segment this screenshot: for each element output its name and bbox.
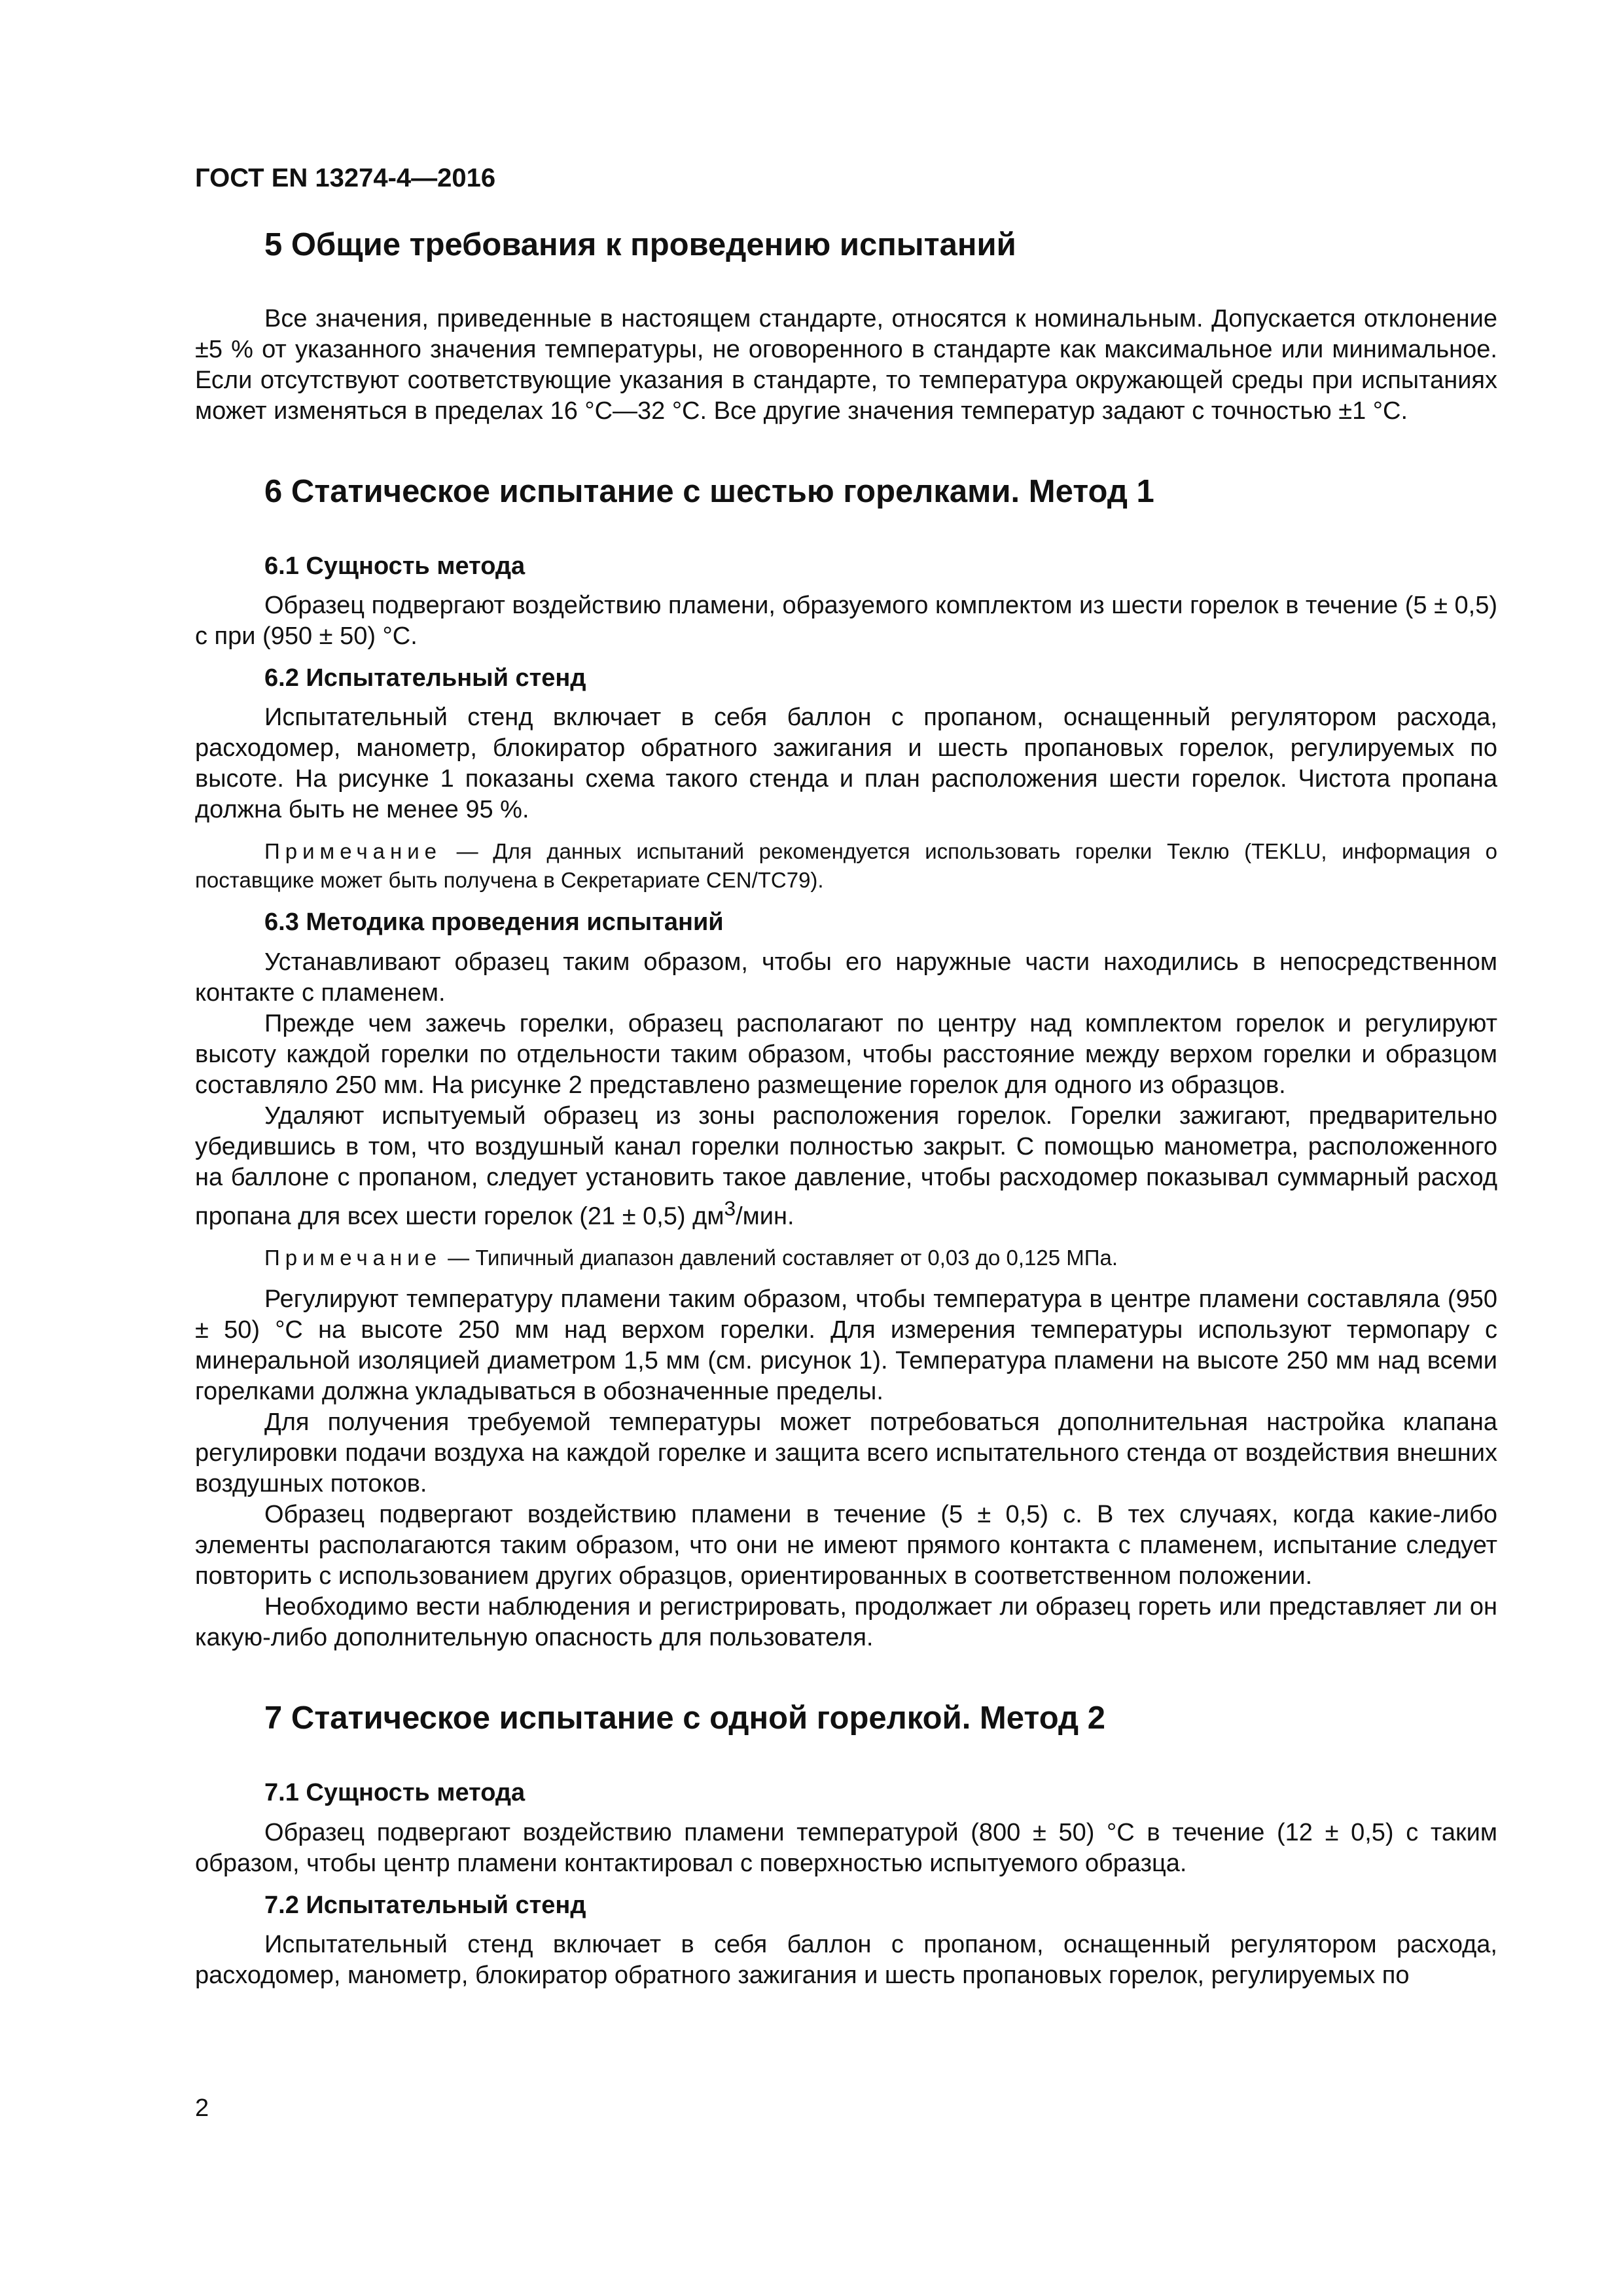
- section-6-2-note: [195, 837, 1497, 895]
- section-5-paragraph: Все значения, приведенные в настоящем стандарте, относятся к номинальным. Допускается отклонение ±5 % от указанного значения температуры, не оговоренного в стандарте как максимальное или минимальное. Если отсутствуют соответствующие указания в стандарте, то температура окружающей среды при испытаниях может изменяться в пределах 16 °С—32 °С. Все другие значения температур задают с точностью ±1 °С.: [195, 304, 1497, 425]
- document-header: ГОСТ EN 13274-4—2016: [195, 164, 496, 192]
- note-label: Примечание: [264, 839, 442, 864]
- page-number: 2: [195, 2094, 209, 2122]
- section-6-3-note: [195, 1244, 1497, 1272]
- section-6-1-title: 6.1 Сущность метода: [264, 552, 526, 580]
- section-7-1-title: 7.1 Сущность метода: [264, 1779, 526, 1807]
- section-6-3-paragraph-7: Необходимо вести наблюдения и регистрировать, продолжает ли образец гореть или представляет ли он какую-либо дополнительную опасность для пользователя.: [195, 1593, 1497, 1652]
- document-body: [195, 226, 1497, 1991]
- document-page: [195, 0, 1497, 2296]
- section-6-2-paragraph: Испытательный стенд включает в себя баллон с пропаном, оснащенный регулятором расхода, расходомер, манометр, блокиратор обратного зажигания и шесть пропановых горелок, регулируемых по высоте. На рисунке 1 показаны схема такого стенда и план расположения шести горелок. Чистота пропана должна быть не менее 95 %.: [195, 704, 1497, 824]
- section-6-3-paragraph-6: Образец подвергают воздействию пламени в течение (5 ± 0,5) с. В тех случаях, когда какие-либо элементы располагаются таким образом, что они не имеют прямого контакта с пламенем, испытание следует повторить с использованием других образцов, ориентированных в соответственном положении.: [195, 1501, 1497, 1590]
- section-6-1-paragraph: Образец подвергают воздействию пламени, образуемого комплектом из шести горелок в течение (5 ± 0,5) с при (950 ± 50) °С.: [195, 591, 1497, 650]
- superscript: 3: [724, 1196, 736, 1220]
- section-6-3-title: 6.3 Методика проведения испытаний: [264, 908, 724, 937]
- section-7-title: 7 Статическое испытание с одной горелкой. Метод 2: [264, 1700, 1105, 1736]
- section-6-3-paragraph-4: Регулируют температуру пламени таким образом, чтобы температура в центре пламени составляла (950 ± 50) °С на высоте 250 мм над верхом горелки. Для измерения температуры используют термопару с минеральной изоляцией диаметром 1,5 мм (см. рисунок 1). Температура пламени на высоте 250 мм над всеми горелками должна укладываться в обозначенные пределы.: [195, 1285, 1497, 1406]
- section-6-3-paragraph-2: Прежде чем зажечь горелки, образец располагают по центру над комплектом горелок и регулируют высоту каждой горелки по отдельности таким образом, чтобы расстояние между верхом горелки и образцом составляло 250 мм. На рисунке 2 представлено размещение горелок для одного из образцов.: [195, 1009, 1497, 1099]
- note-text: — Для данных испытаний рекомендуется использовать горелки Теклю (TEKLU, информация о поставщике может быть получена в Секретариате CEN/TC79).: [195, 839, 1497, 893]
- note-text: — Типичный диапазон давлений составляет от 0,03 до 0,125 МПа.: [442, 1246, 1118, 1270]
- section-6-3-paragraph-3: Удаляют испытуемый образец из зоны расположения горелок. Горелки зажигают, предварительно убедившись в том, что воздушный канал горелки полностью закрыт. С помощью манометра, расположенного на баллоне с пропаном, следует установить такое давление, чтобы расходомер показывал суммарный расход пропана для всех шести горелок (21 ± 0,5) $дм^3$/мин.: [195, 1102, 1497, 1230]
- section-6-3-paragraph-1: Устанавливают образец таким образом, чтобы его наружные части находились в непосредственном контакте с пламенем.: [195, 948, 1497, 1007]
- section-6-2-title: 6.2 Испытательный стенд: [264, 664, 586, 692]
- section-7-2-paragraph: Испытательный стенд включает в себя баллон с пропаном, оснащенный регулятором расхода, расходомер, манометр, блокиратор обратного зажигания и шесть пропановых горелок, регулируемых по: [195, 1931, 1497, 1989]
- section-6-title: 6 Статическое испытание с шестью горелками. Метод 1: [264, 473, 1154, 509]
- note-label: Примечание: [264, 1246, 442, 1270]
- section-7-1-paragraph: Образец подвергают воздействию пламени температурой (800 ± 50) °С в течение (12 ± 0,5) с таким образом, чтобы центр пламени контактировал с поверхностью испытуемого образца.: [195, 1818, 1497, 1877]
- section-7-2-title: 7.2 Испытательный стенд: [264, 1891, 586, 1919]
- section-6-3-paragraph-5: Для получения требуемой температуры может потребоваться дополнительная настройка клапана регулировки подачи воздуха на каждой горелке и защита всего испытательного стенда от воздействия внешних воздушных потоков.: [195, 1408, 1497, 1498]
- section-5-title: 5 Общие требования к проведению испытаний: [264, 227, 1016, 262]
